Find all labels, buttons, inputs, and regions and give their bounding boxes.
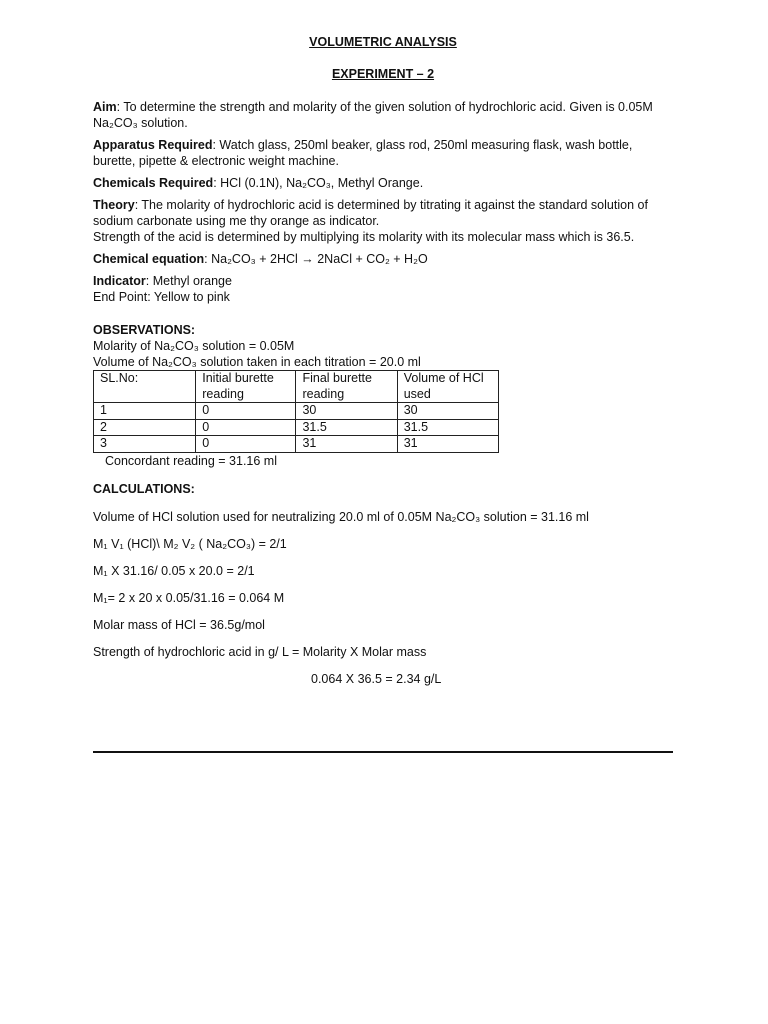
table-cell: 0 bbox=[196, 419, 296, 436]
table-header-cell: Final burette reading bbox=[296, 371, 397, 403]
apparatus-label: Apparatus Required bbox=[93, 138, 213, 152]
chemicals-label: Chemicals Required bbox=[93, 176, 214, 190]
apparatus-paragraph bbox=[93, 137, 673, 169]
table-cell: 3 bbox=[94, 436, 196, 453]
table-header-cell: Initial burette reading bbox=[196, 371, 296, 403]
indicator-label: Indicator bbox=[93, 274, 146, 288]
document-title: VOLUMETRIC ANALYSIS bbox=[309, 35, 457, 49]
theory-line2: Strength of the acid is determined by multiplying its molarity with its molecular mass which is 36.5. bbox=[93, 230, 635, 244]
table-header-cell: SL.No: bbox=[94, 371, 196, 403]
table-cell: 1 bbox=[94, 403, 196, 420]
indicator-section bbox=[93, 273, 673, 305]
document-page bbox=[93, 34, 673, 698]
observations-line2: Volume of Na₂CO₃ solution taken in each titration = 20.0 ml bbox=[93, 355, 421, 369]
table-cell: 0 bbox=[196, 403, 296, 420]
theory-text: : The molarity of hydrochloric acid is determined by titrating it against the standard solution of sodium carbonate using me thy orange as indicator. bbox=[93, 198, 648, 228]
calc-line: Strength of hydrochloric acid in g/ L = Molarity X Molar mass bbox=[93, 644, 427, 659]
calc-line: M₁ X 31.16/ 0.05 x 20.0 = 2/1 bbox=[93, 563, 255, 578]
calculations-heading: CALCULATIONS: bbox=[93, 481, 195, 496]
equation-text: : Na₂CO₃ + 2HCl → 2NaCl + CO₂ + H₂O bbox=[204, 252, 428, 266]
apparatus-text: : Watch glass, 250ml beaker, glass rod, 250ml measuring flask, wash bottle, burette, pipette & electronic weight machine. bbox=[93, 138, 633, 168]
indicator-paragraph bbox=[93, 273, 673, 289]
table-cell: 2 bbox=[94, 419, 196, 436]
theory-label: Theory bbox=[93, 198, 135, 212]
calc-line: Volume of HCl solution used for neutralizing 20.0 ml of 0.05M Na₂CO₃ solution = 31.16 ml bbox=[93, 509, 589, 524]
chemicals-paragraph bbox=[93, 175, 673, 191]
calc-line: M₁ V₁ (HCl)\ M₂ V₂ ( Na₂CO₃) = 2/1 bbox=[93, 536, 287, 551]
calculations-section bbox=[93, 481, 673, 687]
aim-paragraph bbox=[93, 99, 673, 131]
observation-table bbox=[93, 370, 499, 453]
theory-paragraph bbox=[93, 197, 673, 229]
table-header-row bbox=[94, 371, 499, 403]
calc-line: M₁= 2 x 20 x 0.05/31.16 = 0.064 M bbox=[93, 590, 285, 605]
table-cell: 0 bbox=[196, 436, 296, 453]
indicator-text: : Methyl orange bbox=[145, 274, 232, 288]
aim-text: : To determine the strength and molarity of the given solution of hydrochloric acid. Given is 0.05M Na₂CO₃ solution. bbox=[93, 100, 653, 130]
calc-line: Molar mass of HCl = 36.5g/mol bbox=[93, 617, 265, 632]
equation-paragraph bbox=[93, 251, 673, 267]
table-row bbox=[94, 419, 499, 436]
table-cell: 31.5 bbox=[296, 419, 397, 436]
aim-label: Aim bbox=[93, 100, 117, 114]
theory-section bbox=[93, 197, 673, 245]
calc-result-line: 0.064 X 36.5 = 2.34 g/L bbox=[311, 671, 442, 686]
table-header-cell: Volume of HCl used bbox=[397, 371, 498, 403]
experiment-title: EXPERIMENT – 2 bbox=[331, 67, 435, 81]
endpoint-text: End Point: Yellow to pink bbox=[93, 290, 230, 304]
table-cell: 31 bbox=[397, 436, 498, 453]
table-row bbox=[94, 436, 499, 453]
equation-label: Chemical equation bbox=[93, 252, 205, 266]
table-cell: 30 bbox=[296, 403, 397, 420]
table-row bbox=[94, 403, 499, 420]
observations-line1: Molarity of Na₂CO₃ solution = 0.05M bbox=[93, 339, 295, 353]
chemicals-text: : HCl (0.1N), Na₂CO₃, Methyl Orange. bbox=[213, 176, 424, 190]
observations-heading: OBSERVATIONS: bbox=[93, 323, 196, 337]
table-cell: 31 bbox=[296, 436, 397, 453]
horizontal-rule bbox=[93, 751, 673, 753]
table-cell: 30 bbox=[397, 403, 498, 420]
table-cell: 31.5 bbox=[397, 419, 498, 436]
observations-section bbox=[93, 322, 673, 469]
concordant-reading: Concordant reading = 31.16 ml bbox=[105, 453, 277, 468]
